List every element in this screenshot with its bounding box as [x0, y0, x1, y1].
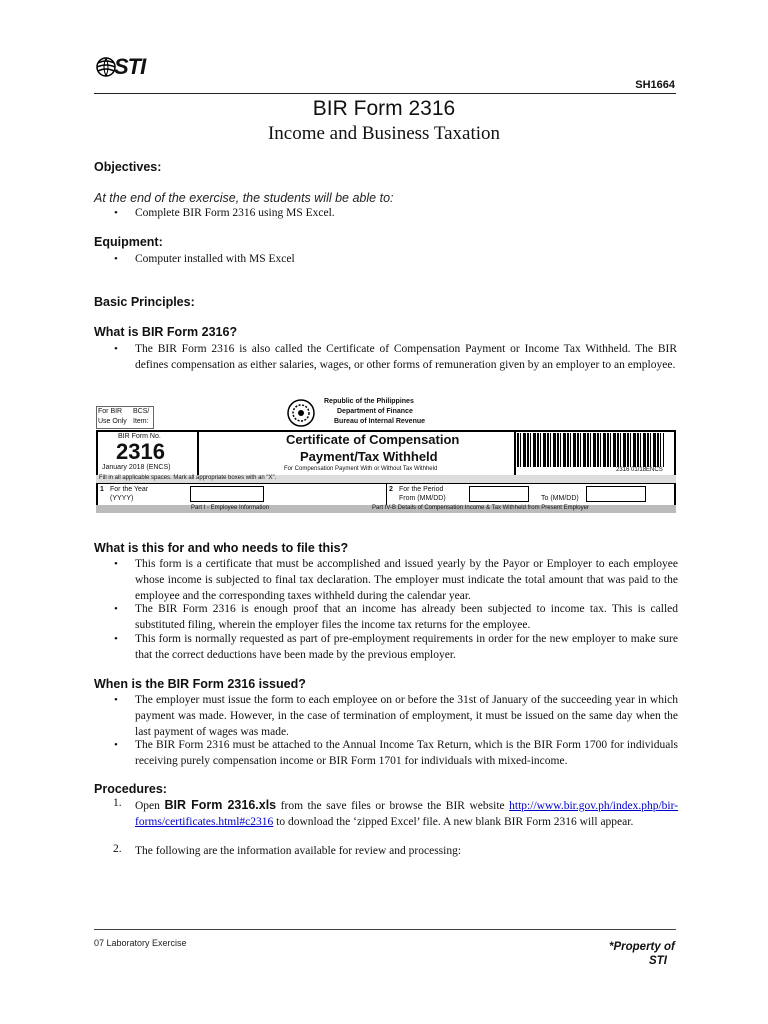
sti-logo [94, 50, 184, 86]
step-number: 2. [113, 843, 122, 855]
objectives-heading: Objectives: [94, 160, 162, 174]
form-label: 2316 01/18ENCS [616, 467, 663, 473]
list-item: This form is a certificate that must be accomplished and issued yearly by the Payor or Employer to each employee whose income is subjected to final tax declaration. The employer must indicate the total amount that was paid to the employee and the corresponding taxes withheld during the calendar year. [135, 558, 678, 602]
list-item: The BIR Form 2316 is enough proof that an income has already been subjected to income tax. This is called substituted filing, wherein the employer files the income tax returns for the employee. [135, 603, 678, 631]
equipment-heading: Equipment: [94, 235, 163, 249]
procedures-heading: Procedures: [94, 782, 167, 796]
step-number: 1. [113, 797, 122, 809]
what-for-heading: What is this for and who needs to file this? [94, 541, 349, 555]
form-label: Item: [133, 418, 149, 425]
form-label: Use Only [98, 418, 127, 425]
list-item: This form is normally requested as part of pre-employment requirements in order for the new employer to make sure that the correct deductions have been made by the previous employer. [135, 633, 678, 661]
page-subtitle: Income and Business Taxation [267, 123, 501, 144]
form-gov-line: Bureau of Internal Revenue [334, 418, 426, 425]
bir-website-link[interactable]: http://www.bir.gov.ph/index.php/bir-forms/certificates.html#c2316 [135, 800, 679, 828]
form-label: For the Year [110, 486, 149, 493]
bullet: • [114, 694, 118, 706]
file-name: BIR Form 2316.xls [164, 798, 277, 812]
form-certificate-title: Certificate of Compensation [286, 432, 460, 447]
form-label: (YYYY) [110, 495, 134, 502]
when-heading: When is the BIR Form 2316 issued? [94, 677, 306, 691]
bullet: • [114, 343, 118, 355]
footer-property-line: *Property of [609, 941, 675, 953]
form-label: Fill in all applicable spaces. Mark all appropriate boxes with an "X". [99, 475, 277, 481]
what-is-heading: What is BIR Form 2316? [94, 325, 238, 339]
step-text: from the save files or browse the BIR website [280, 800, 505, 812]
barcode [517, 433, 664, 467]
step-text: to download the ‘zipped Excel’ file. A new blank BIR Form 2316 will appear. [276, 816, 634, 828]
bullet: • [114, 739, 118, 751]
footer-divider [94, 929, 676, 930]
document-code: SH1664 [635, 79, 675, 91]
form-label: For Compensation Payment With or Without Tax Withheld [284, 466, 438, 472]
procedure-step-1 [135, 797, 678, 830]
basic-principles-heading: Basic Principles: [94, 295, 195, 309]
footer-left-text: 07 Laboratory Exercise [94, 938, 187, 948]
page-title: BIR Form 2316 [312, 97, 456, 120]
list-item: Complete BIR Form 2316 using MS Excel. [135, 207, 335, 219]
form-gov-line: Department of Finance [337, 408, 413, 415]
form-part-label: Part IV-B Details of Compensation Income & Tax Withheld from Present Employer [372, 505, 589, 511]
form-certificate-title: Payment/Tax Withheld [300, 449, 438, 464]
form-label: January 2018 (ENCS) [102, 464, 171, 471]
form-label: BCS/ [133, 408, 150, 415]
form-number: 2316 [116, 439, 165, 464]
footer-property-line: STI [649, 955, 667, 967]
list-item: The BIR Form 2316 is also called the Certificate of Compensation Payment or Income Tax Withheld. The BIR defines compensation as either salaries, wages, or other forms of remuneration given by an employer to an employee. [135, 343, 677, 371]
bullet: • [114, 207, 118, 219]
bullet: • [114, 558, 118, 570]
form-label: For the Period [399, 486, 444, 493]
footer-property [609, 940, 675, 968]
form-label: For BIR [98, 408, 123, 415]
form-label: BIR Form No. [118, 433, 161, 440]
bir-form-2316-image [96, 395, 676, 513]
list-item: The employer must issue the form to each employee on or before the 31st of January of the succeeding year in which payment was made. However, in the case of termination of employment, it must be issued on the same day when the last payment of wages was made. [135, 694, 678, 738]
procedure-step-2: The following are the information available for review and processing: [135, 845, 462, 857]
list-item: Computer installed with MS Excel [135, 253, 295, 265]
year-input [190, 486, 264, 502]
period-to-input [586, 486, 646, 502]
bullet: • [114, 603, 118, 615]
form-label: 1 [100, 486, 104, 493]
header-divider [94, 93, 676, 94]
bullet: • [114, 633, 118, 645]
step-text: Open [135, 800, 160, 812]
form-part-label: Part I - Employee Information [191, 505, 270, 511]
form-gov-line: Republic of the Philippines [324, 398, 414, 405]
form-label: From (MM/DD) [399, 495, 446, 502]
form-label: To (MM/DD) [541, 495, 579, 502]
objectives-intro: At the end of the exercise, the students will be able to: [94, 191, 394, 205]
bir-seal [286, 398, 316, 433]
list-item: The BIR Form 2316 must be attached to the Annual Income Tax Return, which is the BIR Form 1700 for individuals receiving purely compensation income or BIR Form 1701 for individuals with mixed-income. [135, 739, 678, 767]
bullet: • [114, 253, 118, 265]
logo-text: STI [114, 54, 146, 79]
period-from-input [469, 486, 529, 502]
form-label: 2 [389, 486, 393, 493]
